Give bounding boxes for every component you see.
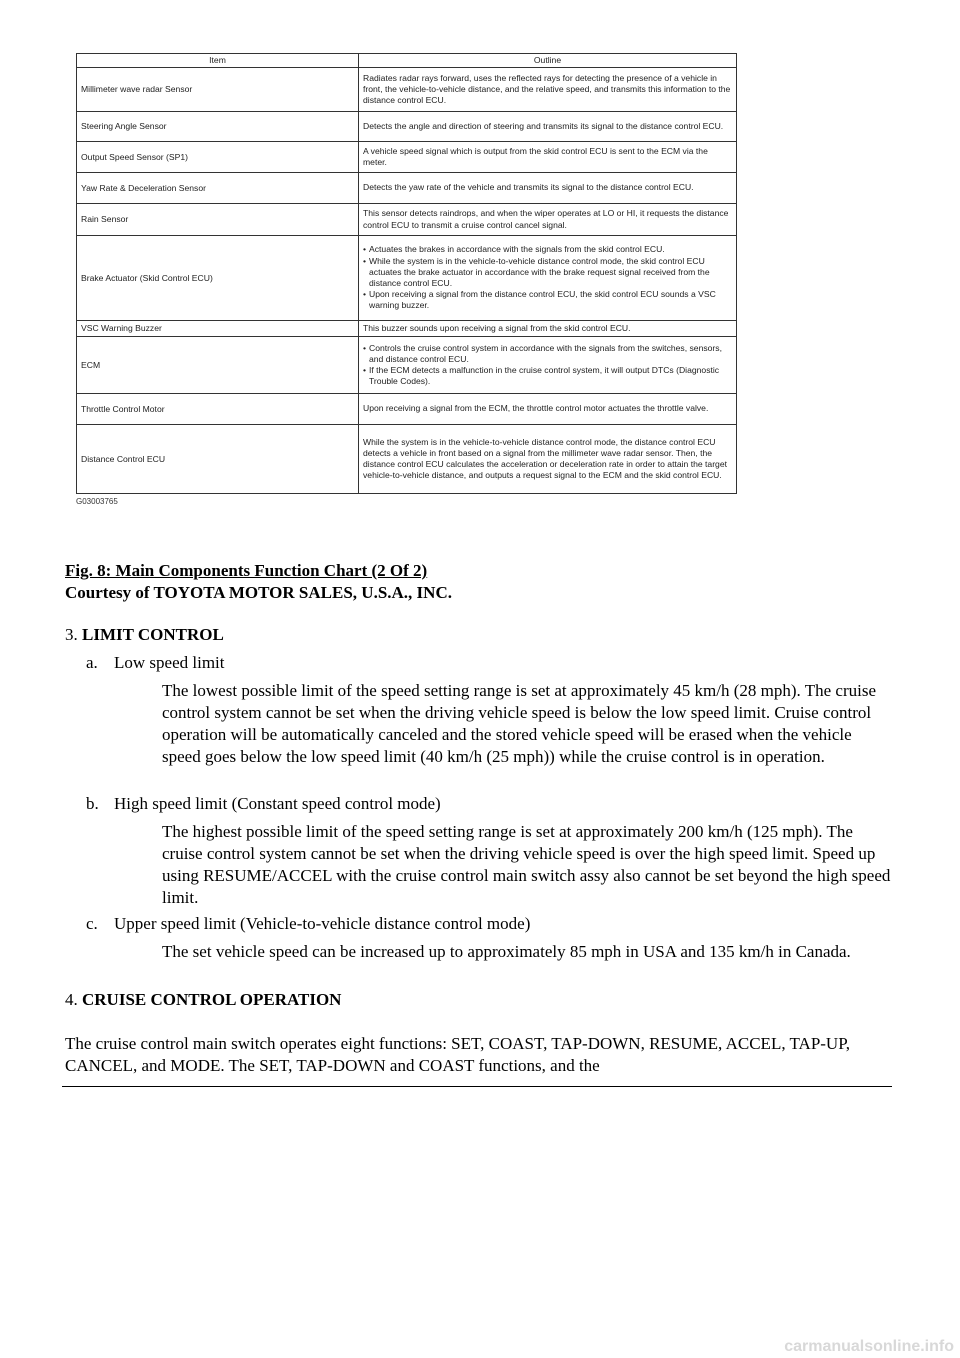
figure-caption [65,560,452,604]
row-item: Rain Sensor [77,204,359,236]
list-item: • Controls the cruise control system in accordance with the signals from the switches, sensors, and distance control ECU. [363,343,732,365]
subsection-title: Low speed limit [114,653,225,672]
table-header-row [77,54,737,68]
row-outline: Radiates radar rays forward, uses the reflected rays for detecting the presence of a vehicle in front, the vehicle-to-vehicle distance, and the relative speed, and transmits this information to the distance control ECU. [359,68,737,112]
subsection-title: Upper speed limit (Vehicle-to-vehicle distance control mode) [114,914,531,933]
table-row [77,236,737,321]
row-outline: Detects the angle and direction of steering and transmits its signal to the distance control ECU. [359,112,737,142]
figure-id: G03003765 [76,497,118,506]
function-chart-table [76,53,737,494]
row-outline: Upon receiving a signal from the ECM, the throttle control motor actuates the throttle valve. [359,394,737,425]
bullet-list [363,343,732,388]
bullet-list [363,244,732,311]
row-outline [359,337,737,394]
row-outline: While the system is in the vehicle-to-vehicle distance control mode, the distance control ECU detects a vehicle in front based on a signal from the millimeter wave radar sensor. Then, the distance control ECU calculates the acceleration or deceleration rate in order to attain the target vehicle-to-vehicle distance, and outputs a request signal to the ECM and the skid control ECU. [359,425,737,494]
function-chart-figure [76,53,736,506]
row-item: Brake Actuator (Skid Control ECU) [77,236,359,321]
subsection-c-text: The set vehicle speed can be increased up to approximately 85 mph in USA and 135 km/h in Canada. [162,942,851,961]
subsection-letter: c. [86,914,98,933]
subsection-title: High speed limit (Constant speed control mode) [114,794,441,813]
table-row [77,112,737,142]
section-number: 3. [65,625,78,644]
list-item: • Upon receiving a signal from the distance control ECU, the skid control ECU sounds a VSC warning buzzer. [363,289,732,311]
section-title: CRUISE CONTROL OPERATION [82,990,342,1009]
row-item: Distance Control ECU [77,425,359,494]
caption-courtesy: Courtesy of TOYOTA MOTOR SALES, U.S.A., INC. [65,583,452,602]
subsection-letter: a. [86,653,98,672]
section-4-heading [65,989,341,1011]
section-number: 4. [65,990,78,1009]
row-item: Yaw Rate & Deceleration Sensor [77,173,359,204]
row-item: ECM [77,337,359,394]
subsection-a-text: The lowest possible limit of the speed setting range is set at approximately 45 km/h (28 mph). The cruise control system cannot be set when the driving vehicle speed is below the low speed limit. Cruise control operation will be automatically canceled and the stored vehicle speed will be erased when the vehicle speed goes below the low speed limit (40 km/h (25 mph)) while the cruise control is in operation. [162,681,877,766]
watermark: carmanualsonline.info [784,1338,954,1355]
table-row [77,204,737,236]
header-outline: Outline [359,54,737,68]
row-item: Output Speed Sensor (SP1) [77,142,359,173]
row-item: Throttle Control Motor [77,394,359,425]
table-row [77,425,737,494]
table-row [77,173,737,204]
row-outline: This sensor detects raindrops, and when the wiper operates at LO or HI, it requests the distance control ECU to transmit a cruise control cancel signal. [359,204,737,236]
section-title: LIMIT CONTROL [82,625,224,644]
section-4-text: The cruise control main switch operates eight functions: SET, COAST, TAP-DOWN, RESUME, ACCEL, TAP-UP, CANCEL, and MODE. The SET, TAP-DOWN and COAST functions, and the [65,1034,851,1075]
table-row [77,68,737,112]
table-row [77,394,737,425]
table-row [77,321,737,337]
header-item: Item [77,54,359,68]
row-outline: Detects the yaw rate of the vehicle and transmits its signal to the distance control ECU. [359,173,737,204]
list-item: • While the system is in the vehicle-to-vehicle distance control mode, the skid control ECU actuates the brake actuator in accordance with the brake request signal received from the distance control ECU. [363,256,732,290]
list-item: • Actuates the brakes in accordance with the signals from the skid control ECU. [363,244,732,255]
list-item: • If the ECM detects a malfunction in the cruise control system, it will output DTCs (Diagnostic Trouble Codes). [363,365,732,387]
row-item: Steering Angle Sensor [77,112,359,142]
row-item: Millimeter wave radar Sensor [77,68,359,112]
page-divider [62,1086,892,1087]
table-row [77,337,737,394]
row-outline [359,236,737,321]
row-outline: A vehicle speed signal which is output from the skid control ECU is sent to the ECM via the meter. [359,142,737,173]
subsection-b [86,793,441,815]
row-item: VSC Warning Buzzer [77,321,359,337]
subsection-a [86,652,224,674]
subsection-c [86,913,530,935]
caption-title: Fig. 8: Main Components Function Chart (2 Of 2) [65,561,428,580]
table-row [77,142,737,173]
subsection-b-text: The highest possible limit of the speed setting range is set at approximately 200 km/h (125 mph). The cruise control system cannot be set when the driving vehicle speed is over the high speed limit. Speed up using RESUME/ACCEL with the cruise control main switch assy also cannot be set beyond the high speed limit. [162,822,891,907]
section-3-heading [65,624,224,646]
row-outline: This buzzer sounds upon receiving a signal from the skid control ECU. [359,321,737,337]
subsection-letter: b. [86,794,99,813]
